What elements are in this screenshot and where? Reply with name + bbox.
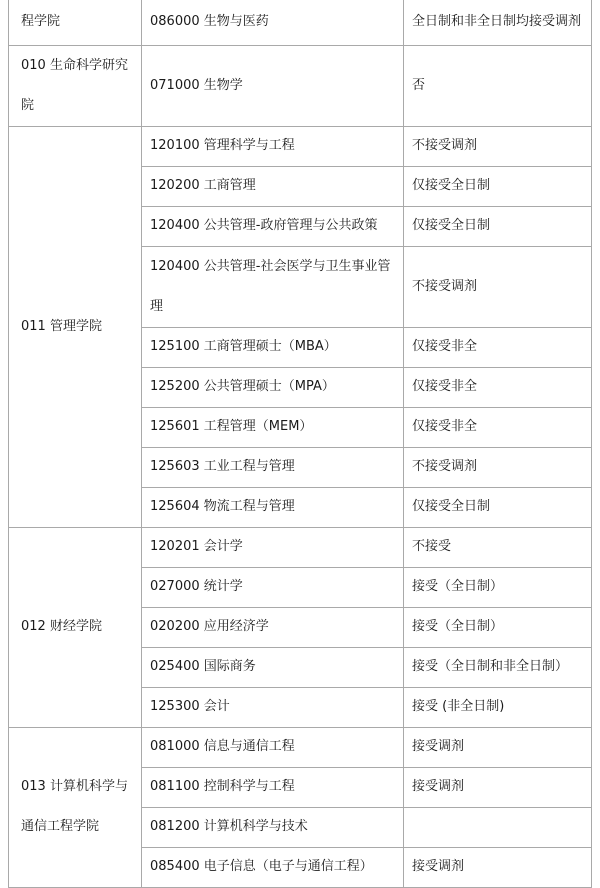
adjust-cell: 接受（全日制） [404,567,592,607]
adjust-cell: 接受（全日制和非全日制） [404,647,592,687]
adjust-cell: 全日制和非全日制均接受调剂 [404,0,592,45]
program-cell: 071000 生物学 [142,45,404,126]
program-cell: 081000 信息与通信工程 [142,727,404,767]
adjust-cell: 接受调剂 [404,767,592,807]
program-cell: 120400 公共管理-社会医学与卫生事业管理 [142,246,404,327]
program-cell: 125604 物流工程与管理 [142,487,404,527]
adjust-cell: 不接受调剂 [404,447,592,487]
adjust-cell [404,807,592,847]
adjust-cell: 不接受 [404,527,592,567]
program-cell: 020200 应用经济学 [142,607,404,647]
program-cell: 025400 国际商务 [142,647,404,687]
program-cell: 125603 工业工程与管理 [142,447,404,487]
adjust-cell: 仅接受全日制 [404,166,592,206]
adjustment-table [8,0,592,888]
program-cell: 086000 生物与医药 [142,0,404,45]
dept-cell: 013 计算机科学与通信工程学院 [9,727,142,887]
program-cell: 120200 工商管理 [142,166,404,206]
adjust-cell: 接受 (非全日制) [404,687,592,727]
adjust-cell: 仅接受全日制 [404,487,592,527]
program-cell: 125300 会计 [142,687,404,727]
table-row [9,45,592,126]
adjust-cell: 仅接受全日制 [404,206,592,246]
program-cell: 085400 电子信息（电子与通信工程） [142,847,404,887]
adjust-cell: 否 [404,45,592,126]
program-cell: 120201 会计学 [142,527,404,567]
program-cell: 125100 工商管理硕士（MBA） [142,327,404,367]
adjust-cell: 仅接受非全 [404,367,592,407]
program-cell: 081100 控制科学与工程 [142,767,404,807]
program-cell: 125200 公共管理硕士（MPA） [142,367,404,407]
adjust-cell: 接受调剂 [404,847,592,887]
adjust-cell: 仅接受非全 [404,407,592,447]
program-cell: 125601 工程管理（MEM） [142,407,404,447]
adjust-cell: 仅接受非全 [404,327,592,367]
table-row [9,126,592,166]
dept-cell: 010 生命科学研究院 [9,45,142,126]
program-cell: 120400 公共管理-政府管理与公共政策 [142,206,404,246]
adjust-cell: 不接受调剂 [404,126,592,166]
table-row [9,727,592,767]
adjust-cell: 接受（全日制） [404,607,592,647]
dept-cell: 011 管理学院 [9,126,142,527]
program-cell: 081200 计算机科学与技术 [142,807,404,847]
program-cell: 027000 统计学 [142,567,404,607]
table-row [9,527,592,567]
program-cell: 120100 管理科学与工程 [142,126,404,166]
adjust-cell: 不接受调剂 [404,246,592,327]
dept-cell: 程学院 [9,0,142,45]
table-row [9,0,592,45]
dept-cell: 012 财经学院 [9,527,142,727]
adjust-cell: 接受调剂 [404,727,592,767]
